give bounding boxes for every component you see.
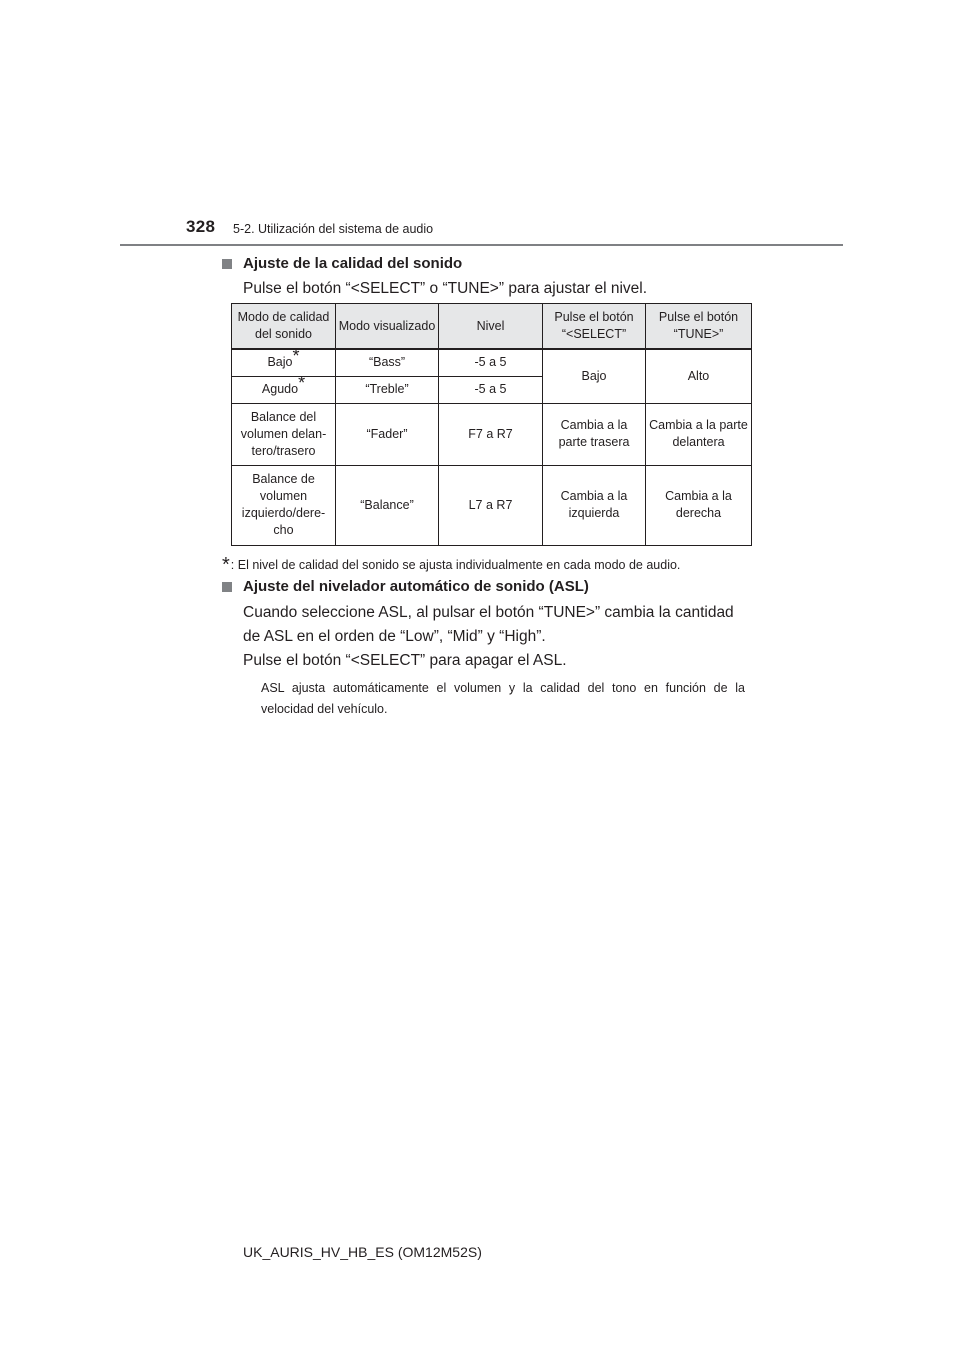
footnote-asterisk: * [222,554,230,576]
asl-paragraph-2: Pulse el botón “<SELECT” para apagar el ASL. [243,652,567,669]
document-id: UK_AURIS_HV_HB_ES (OM12M52S) [243,1244,482,1260]
page-number: 328 [186,217,216,236]
header-tune: Pulse el botón “TUNE>” [646,304,752,350]
header-level: Nivel [439,304,543,350]
cell-display: “Fader” [336,403,439,465]
footnote-text: : El nivel de calidad del sonido se ajusta individualmente en cada modo de audio. [230,558,681,572]
sound-quality-instruction: Pulse el botón “<SELECT” o “TUNE>” para ajustar el nivel. [243,280,648,297]
cell-level: F7 a R7 [439,403,543,465]
asterisk-mark: * [292,346,300,367]
cell-display: “Treble” [336,376,439,403]
section-title: 5-2. Utilización del sistema de audio [233,222,434,236]
cell-level: -5 a 5 [439,376,543,403]
square-bullet-icon [222,582,232,592]
square-bullet-icon [222,259,232,269]
asterisk-mark: * [298,373,306,393]
cell-level: L7 a R7 [439,465,543,545]
cell-mode: Balance de volumen izquierdo/derecho [232,465,336,545]
header-display: Modo visualizado [336,304,439,350]
header-mode: Modo de calidad del sonido [232,304,336,350]
sound-quality-heading-text: Ajuste de la calidad del sonido [243,255,463,272]
cell-display: “Bass” [336,349,439,376]
asl-heading-text: Ajuste del nivelador automático de sonido (ASL) [243,578,589,595]
table-footnote [222,552,680,575]
cell-tune: Cambia a la derecha [646,465,752,545]
table-header-row [232,304,752,350]
cell-tune-shared: Alto [646,349,752,403]
cell-mode: Agudo* [232,376,336,403]
asl-heading [222,578,589,595]
cell-display: “Balance” [336,465,439,545]
asl-note: ASL ajusta automáticamente el volumen y la calidad del tono en función de la velocidad del vehículo. [261,681,745,716]
cell-mode: Balance del volumen delantero/trasero [232,403,336,465]
cell-select: Cambia a la parte trasera [543,403,646,465]
asl-paragraph-1: Cuando seleccione ASL, al pulsar el botón “TUNE>” cambia la cantidad de ASL en el orden de “Low”, “Mid” y “High”. [243,604,734,645]
cell-level: -5 a 5 [439,349,543,376]
header-divider [120,244,843,246]
cell-select-shared: Bajo [543,349,646,403]
cell-tune: Cambia a la parte delantera [646,403,752,465]
sound-quality-heading [222,255,462,272]
table-row [232,403,752,465]
cell-select: Cambia a la izquierda [543,465,646,545]
cell-mode: Bajo* [232,349,336,376]
header-select: Pulse el botón “<SELECT” [543,304,646,350]
table-row [232,349,752,376]
sound-quality-table [231,303,752,546]
table-row [232,465,752,545]
